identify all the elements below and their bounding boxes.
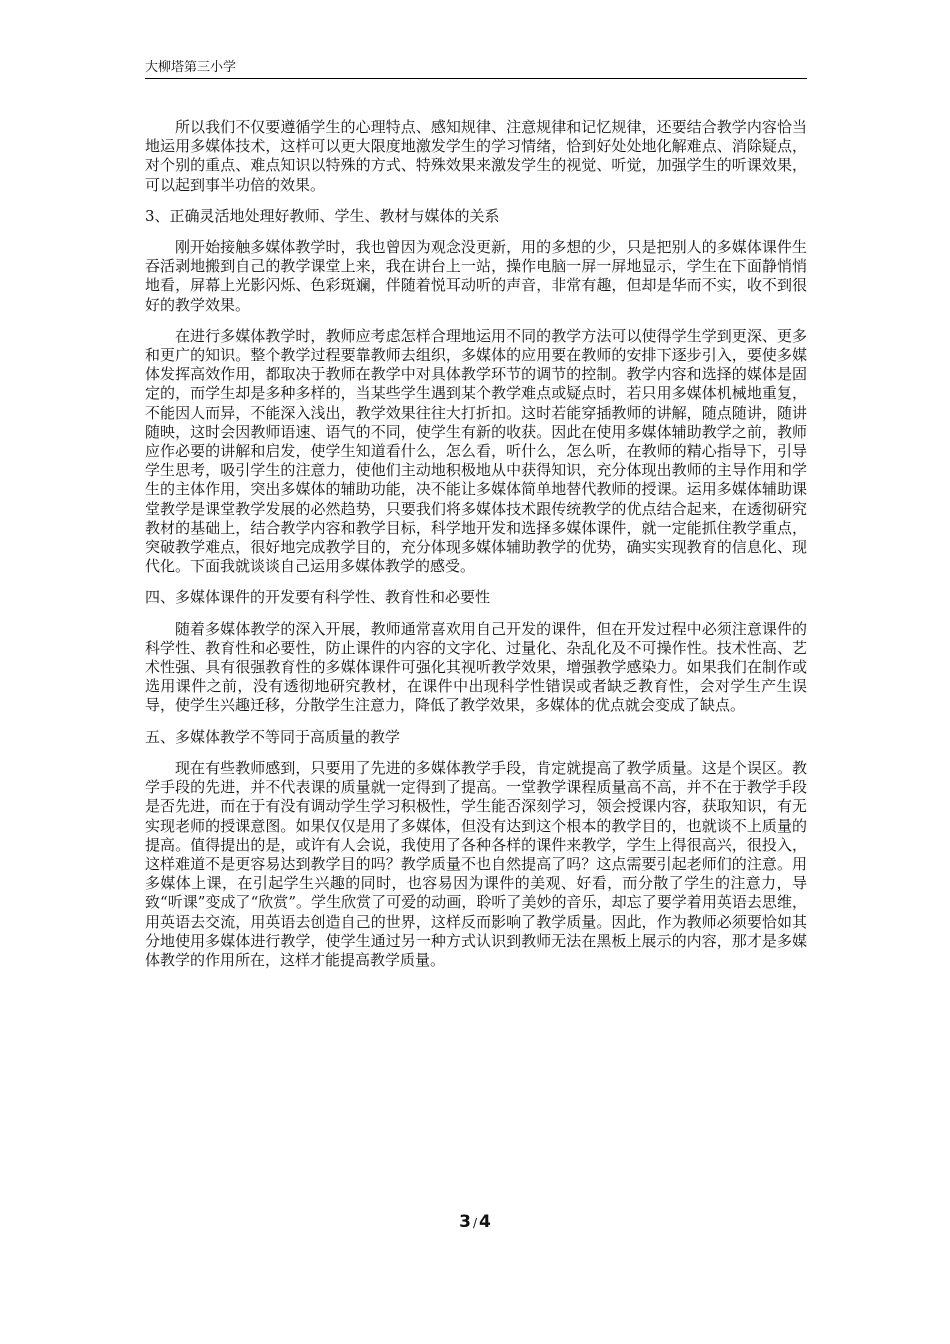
page-separator: /	[472, 1216, 478, 1230]
paragraph-3: 在进行多媒体教学时，教师应考虑怎样合理地运用不同的教学方法可以使得学生学到更深、更多和更广的知识。整个教学过程要靠教师去组织，多媒体的应用要在教师的安排下逐步引入，要使多媒体发挥高效作用，都取决于教师在教学中对具体教学环节的调节的控制。教学内容和选择的媒体是固定的，而学生却是多种多样的，当某些学生遇到某个教学难点或疑点时，若只用多媒体机械地重复，不能因人而异，不能深入浅出，教学效果往往大打折扣。这时若能穿插教师的讲解，随点随讲，随讲随映，这时会因教师语速、语气的不同，使学生有新的收获。因此在使用多媒体辅助教学之前，教师应作必要的讲解和启发，使学生知道看什么，怎么看，听什么，怎么听，在教师的精心指导下，引导学生思考，吸引学生的注意力，使他们主动地积极地从中获得知识，充分体现出教师的主导作用和学生的主体作用，突出多媒体的辅助功能，决不能让多媒体简单地替代教师的授课。运用多媒体辅助课堂教学是课堂教学发展的必然趋势，只要我们将多媒体技术跟传统教学的优点结合起来，在透彻研究教材的基础上，结合教学内容和教学目标，科学地开发和选择多媒体课件，就一定能抓住教学重点，突破教学难点，很好地完成教学目的，充分体现多媒体辅助教学的优势，确实实现教育的信息化、现代化。下面我就谈谈自己运用多媒体教学的感受。	[145, 326, 807, 576]
page-number	[0, 1212, 950, 1232]
paragraph-5: 现在有些教师感到，只要用了先进的多媒体教学手段，肯定就提高了教学质量。这是个误区。教学手段的先进，并不代表课的质量就一定得到了提高。一堂教学课程质量高不高，并不在于教学手段是否先进，而在于有没有调动学生学习积极性，学生能否深刻学习，领会授课内容，获取知识，有无实现老师的授课意图。如果仅仅是用了多媒体，但没有达到这个根本的教学目的，也就谈不上质量的提高。值得提出的是，或许有人会说，我使用了各种各样的课件来教学，学生上得很高兴，很投入，这样难道不是更容易达到教学目的吗？教学质量不也自然提高了吗？这点需要引起老师们的注意。用多媒体上课，在引起学生兴趣的同时，也容易因为课件的美观、好看，而分散了学生的注意力，导致“听课”变成了“欣赏”。学生欣赏了可爱的动画，聆听了美妙的音乐，却忘了要学着用英语去思维，用英语去交流，用英语去创造自己的世界，这样反而影响了教学质量。因此，作为教师必须要恰如其分地使用多媒体进行教学，使学生通过另一种方式认识到教师无法在黑板上展示的内容，那才是多媒体教学的作用所在，这样才能提高教学质量。	[145, 758, 807, 969]
section-heading-4: 四、多媒体课件的开发要有科学性、教育性和必要性	[145, 588, 491, 607]
total-pages: 4	[479, 1212, 491, 1232]
paragraph-4: 随着多媒体教学的深入开展，教师通常喜欢用自己开发的课件，但在开发过程中必须注意课件的科学性、教育性和必要性，防止课件的内容的文字化、过量化、杂乱化及不可操作性。技术性高、艺术性强、具有很强教育性的多媒体课件可强化其视听教学效果，增强教学感染力。如果我们在制作或选用课件之前，没有透彻地研究教材，在课件中出现科学性错误或者缺乏教育性，会对学生产生误导，使学生兴趣迁移，分散学生注意力，降低了教学效果，多媒体的优点就会变成了缺点。	[145, 619, 807, 715]
paragraph-1: 所以我们不仅要遵循学生的心理特点、感知规律、注意规律和记忆规律，还要结合教学内容恰当地运用多媒体技术，这样可以更大限度地激发学生的学习情绪，恰到好处处地化解难点、消除疑点，对个别的重点、难点知识以特殊的方式、特殊效果来激发学生的视觉、听觉，加强学生的听课效果，可以起到事半功倍的效果。	[145, 118, 807, 194]
page-header	[145, 54, 807, 79]
document-body	[145, 118, 807, 982]
current-page: 3	[459, 1212, 471, 1232]
section-heading-3: 3、正确灵活地处理好教师、学生、教材与媒体的关系	[145, 206, 500, 225]
school-name: 大柳塔第三小学	[145, 60, 237, 75]
paragraph-2: 刚开始接触多媒体教学时，我也曾因为观念没更新，用的多想的少，只是把别人的多媒体课件生吞活剥地搬到自己的教学课堂上来，我在讲台上一站，操作电脑一屏一屏地显示，学生在下面静悄悄地看，屏幕上光影闪烁、色彩斑斓，伴随着悦耳动听的声音，非常有趣，但却是华而不实，收不到很好的教学效果。	[145, 238, 807, 314]
section-heading-5: 五、多媒体教学不等同于高质量的教学	[145, 727, 401, 746]
